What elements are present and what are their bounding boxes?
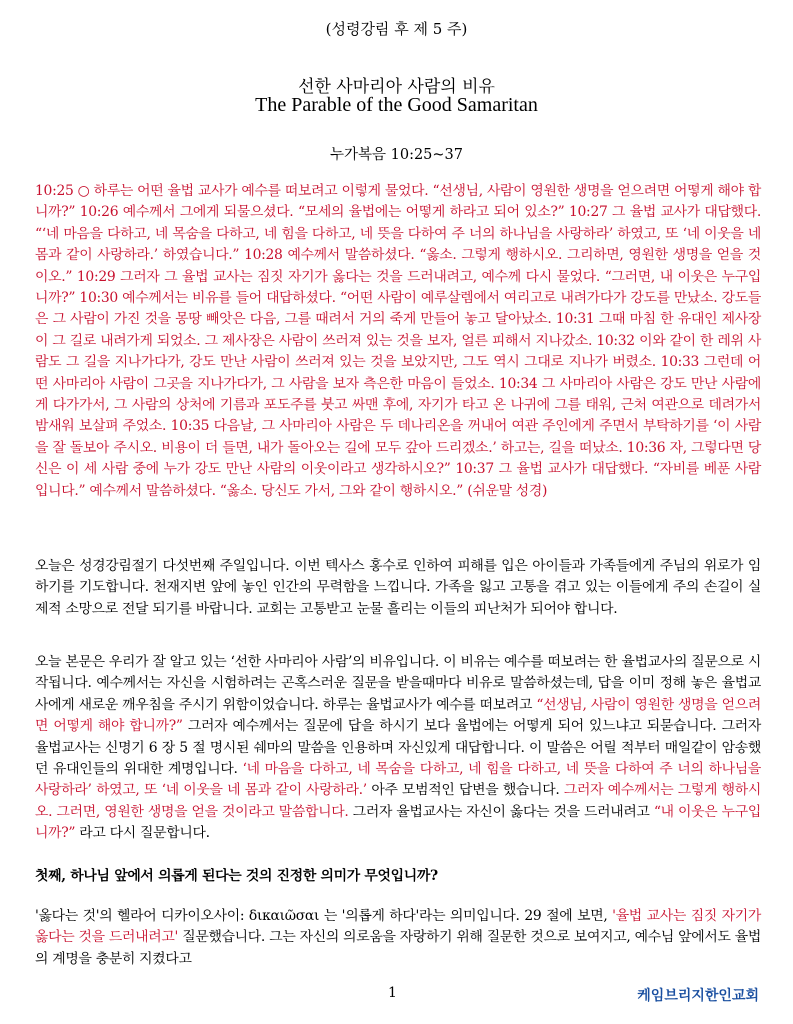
quote-shema: ‘네 마음을 다하고, 네 목숨을 다하고, 네 힘을 다하고, 네 뜻을 다하여 주 너의 하나님을 사랑하라’ 하였고, 또 ‘네 이웃을 네 몸과 같이 사랑하라.’ xyxy=(35,761,761,799)
title-korean: 선한 사마리아 사람의 비유 xyxy=(298,77,495,97)
paragraph-text: 질문했습니다. 그는 자신의 의로움을 자랑하기 위해 질문한 것으로 보여지고, 예수님 앞에서도 율법의 계명을 충분히 지켰다고 xyxy=(35,929,762,967)
title-english: The Parable of the Good Samaritan xyxy=(255,94,538,116)
paragraph-text: 오늘 본문은 우리가 잘 알고 있는 ‘선한 사마리아 사람’의 비유입니다. 이 비유는 예수를 떠보려는 한 율법교사의 질문으로 시작됩니다. 예수께서는 자신을 시험하려는 곤혹스러운 질문을 받을때마다 비유로 말씀하셨는데, 답을 이미 정해 놓은 율법교사에게 새로운 깨우침을 주시기 위함이었습니다. 하루는 율법교사가 예수를 떠보려고 xyxy=(35,654,761,713)
week-label: (성령강림 후 제 5 주) xyxy=(325,20,468,38)
paragraph-text: '옳다는 것'의 헬라어 디카이오사이: δικαιῶσαι 는 '의롭게 하다'라는 의미입니다. 29 절에 보면, xyxy=(35,908,613,924)
section-heading: 첫째, 하나님 앞에서 의롭게 된다는 것의 진정한 의미가 무엇입니까? xyxy=(35,868,438,884)
quote-verse-29: '율법 교사는 짐짓 자기가 옳다는 것을 드러내려고' xyxy=(35,908,761,946)
scripture-reference: 누가복음 10:25~37 xyxy=(329,147,464,163)
paragraph-intro: 오늘은 성경강림절기 다섯번째 주일입니다. 이번 텍사스 홍수로 인하여 피해를 입은 아이들과 가족들에게 주님의 위로가 임하기를 기도합니다. 천재지변 앞에 놓인 인간의 무력함을 느낍니다. 가족을 잃고 고통을 겪고 있는 이들에게 주의 손길이 실제적 소망으로 전달 되기를 바랍니다. 교회는 고통받고 눈물 흘리는 이들의 피난처가 되어야 합니다. xyxy=(35,558,761,617)
church-name: 케임브리지한인교회 xyxy=(637,988,759,1004)
quote-jesus-answer: 그러자 예수께서는 그렇게 행하시오. 그러면, 영원한 생명을 얻을 것이라고 말씀합니다. xyxy=(35,782,761,820)
quote-neighbor: “내 이웃은 누구입니까?” xyxy=(35,803,761,842)
paragraph-text: 그러자 예수께서는 질문에 답을 하시기 보다 율법에는 어떻게 되어 있느냐고 되묻습니다. 그러자 율법교사는 신명기 6 장 5 절 명시된 쉐마의 말씀을 인용하며 자신있게 대답합니다. 이 말씀은 어릴 적부터 매일같이 암송했던 유대인들의 위대한 계명입니다. xyxy=(35,718,761,778)
paragraph-text: 라고 다시 질문합니다. xyxy=(75,825,210,842)
scripture-text: 10:25 ○ 하루는 어떤 율법 교사가 예수를 떠보려고 이렇게 물었다. “선생님, 사람이 영원한 생명을 얻으려면 어떻게 해야 합니까?” 10:26 예수께서 그에게 되물으셨다. “모세의 율법에는 어떻게 하라고 되어 있소?” 10:27 그 율법 교사가 대답했다. “‘네 마음을 다하고, 네 목숨을 다하고, 네 힘을 다하고, 네 뜻을 다하여 주 너의 하나님을 사랑하라’ 하였고, 또 ‘네 이웃을 네 몸과 같이 사랑하라.’ 하였습니다.” 10:28 예수께서 말씀하셨다. “옳소. 그렇게 행하시오. 그리하면, 영원한 생명을 얻을 것이오.” 10:29 그러자 그 율법 교사는 짐짓 자기가 옳다는 것을 드러내려고, 예수께 다시 물었다. “그러면, 내 이웃은 누구입니까?” 10:30 예수께서는 비유를 들어 대답하셨다. “어떤 사람이 예루살렘에서 여리고로 내려가다가 강도를 만났소. 강도들은 그 사람이 가진 것을 몽땅 빼앗은 다음, 그를 때려서 거의 죽게 만들어 놓고 달아났소. 10:31 그때 마침 한 유대인 제사장이 그 길로 내려가게 되었소. 그 제사장은 사람이 쓰러져 있는 것을 보자, 얼른 피해서 지나갔소. 10:32 이와 같이 한 레위 사람도 그 길을 지나가다가, 강도 만난 사람이 쓰러져 있는 것을 보았지만, 그도 역시 그대로 지나가 버렸소. 10:33 그런데 어떤 사마리아 사람이 그곳을 지나가다가, 그 사람을 보자 측은한 마음이 들었소. 10:34 그 사마리아 사람은 강도 만난 사람에게 다가가서, 그 사람의 상처에 기름과 포도주를 붓고 싸맨 후에, 자기가 타고 온 나귀에 그를 태워, 근처 여관으로 데려가서 밤새워 보살펴 주었소. 10:35 다음날, 그 사마리아 사람은 두 데나리온을 꺼내어 여관 주인에게 주면서 부탁하기를 ‘이 사람을 잘 돌보아 주시오. 비용이 더 들면, 내가 돌아오는 길에 모두 갚아 드리겠소.’ 하고는, 길을 떠났소. 10:36 자, 그렇다면 당신은 이 세 사람 중에 누가 강도 만난 사람의 이웃이라고 생각하시오?” 10:37 그 율법 교사가 대답했다. “자비를 베푼 사람입니다.” 예수께서 말씀하셨다. “옳소. 당신도 가서, 그와 같이 행하시오.” (쉬운말 성경) xyxy=(35,183,761,499)
paragraph-parable-intro xyxy=(35,652,761,845)
paragraph-text: 그러자 율법교사는 자신이 옳다는 것을 드러내려고 xyxy=(348,803,654,820)
quote-question: “선생님, 사람이 영원한 생명을 얻으려면 어떻게 해야 합니까?” xyxy=(35,696,762,735)
paragraph-righteousness xyxy=(35,906,761,970)
paragraph-text: 아주 모범적인 답변을 했습니다. xyxy=(366,782,564,799)
page-number: 1 xyxy=(388,985,397,1001)
